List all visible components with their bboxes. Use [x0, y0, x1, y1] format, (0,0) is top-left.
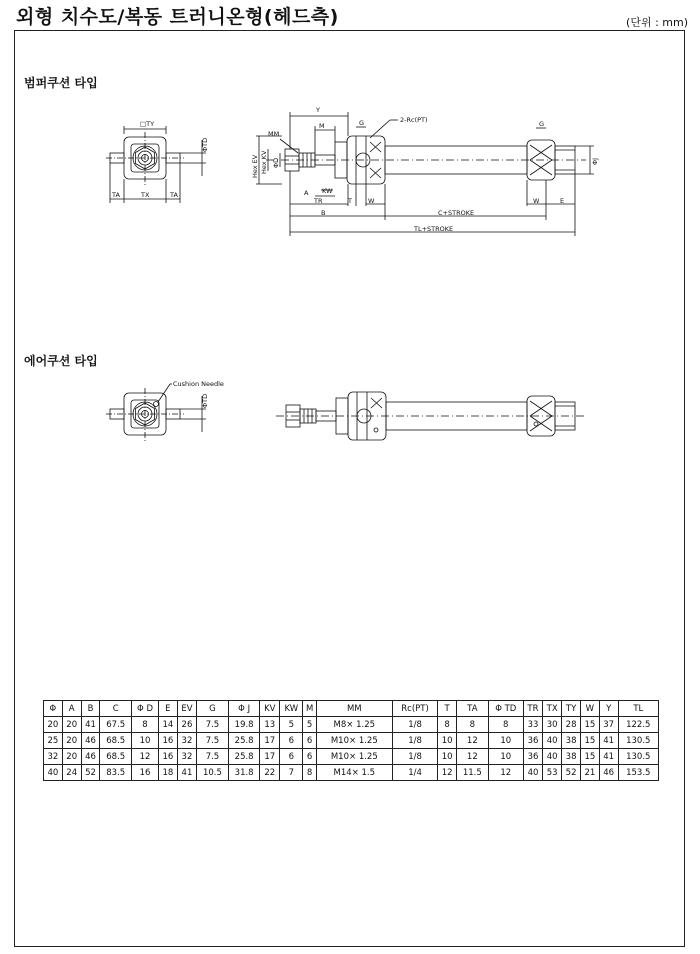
table-cell: 10 [488, 749, 523, 765]
label-g1: G [359, 119, 365, 127]
column-header: M [303, 701, 316, 717]
table-cell: 68.5 [100, 749, 132, 765]
label-air-td: ΦTD [201, 393, 209, 408]
table-row [44, 749, 659, 765]
column-header: TR [523, 701, 542, 717]
table-cell: 8 [438, 717, 457, 733]
bumper-heading: 범퍼쿠션 타입 [24, 76, 98, 90]
table-header-row [44, 701, 659, 717]
column-header: C [100, 701, 132, 717]
table-cell: 25.8 [228, 733, 260, 749]
table-cell: 7 [280, 765, 303, 781]
table-cell: 22 [260, 765, 280, 781]
label-ty: □TY [140, 120, 155, 128]
table-cell: 28 [562, 717, 581, 733]
label-j: ΦJ [591, 157, 599, 165]
table-cell: 12 [488, 765, 523, 781]
column-header: Φ D [132, 701, 159, 717]
table-cell: 21 [580, 765, 599, 781]
table-cell: 10 [438, 733, 457, 749]
table-cell: 8 [132, 717, 159, 733]
table-body [44, 717, 659, 781]
label-d: ΦD [272, 157, 280, 168]
table-cell: 36 [523, 733, 542, 749]
column-header: A [62, 701, 81, 717]
table-cell: 17 [260, 749, 280, 765]
table-cell: 30 [543, 717, 562, 733]
label-a: A [304, 189, 309, 197]
column-header: TX [543, 701, 562, 717]
column-header: Y [599, 701, 618, 717]
column-header: Rc(PT) [392, 701, 437, 717]
table-cell: 36 [523, 749, 542, 765]
table-cell: 31.8 [228, 765, 260, 781]
table-cell: 7.5 [197, 717, 229, 733]
label-tl-stroke: TL+STROKE [414, 225, 454, 233]
label-mm: MM [268, 130, 280, 138]
column-header: TA [457, 701, 489, 717]
label-b: B [321, 209, 326, 217]
table-cell: 14 [158, 717, 177, 733]
column-header: KV [260, 701, 280, 717]
label-t: T [348, 197, 352, 205]
label-c-stroke: C+STROKE [438, 209, 475, 217]
table-cell: 32 [44, 749, 63, 765]
table-cell: 8 [303, 765, 316, 781]
table-cell: 122.5 [618, 717, 658, 733]
table-cell: 7.5 [197, 749, 229, 765]
table-cell: 1/4 [392, 765, 437, 781]
table-cell: 5 [280, 717, 303, 733]
table-cell: 32 [177, 733, 196, 749]
column-header: G [197, 701, 229, 717]
label-ta-right: TA [170, 191, 178, 199]
label-e: E [560, 197, 565, 205]
table-cell: 20 [62, 733, 81, 749]
table-cell: 12 [457, 733, 489, 749]
table-cell: 25 [44, 733, 63, 749]
column-header: E [158, 701, 177, 717]
column-header: B [81, 701, 100, 717]
dimension-table [43, 700, 659, 781]
table-cell: 33 [523, 717, 542, 733]
table-row [44, 733, 659, 749]
table-cell: 41 [599, 749, 618, 765]
table-cell: 10 [132, 733, 159, 749]
table-cell: 6 [280, 733, 303, 749]
table-cell: 46 [81, 749, 100, 765]
table-cell: 16 [158, 733, 177, 749]
column-header: W [580, 701, 599, 717]
label-tr: TR [314, 197, 323, 205]
table-cell: 8 [488, 717, 523, 733]
table-cell: 52 [562, 765, 581, 781]
table-cell: 6 [303, 733, 316, 749]
table-cell: 38 [562, 733, 581, 749]
table-cell: 130.5 [618, 733, 658, 749]
table-cell: M10× 1.25 [316, 749, 392, 765]
table-cell: 24 [62, 765, 81, 781]
air-front-view [106, 384, 206, 442]
table-cell: 83.5 [100, 765, 132, 781]
label-w2: W [533, 197, 540, 205]
table-cell: 1/8 [392, 717, 437, 733]
table-cell: 40 [543, 733, 562, 749]
table-cell: 37 [599, 717, 618, 733]
column-header: KW [280, 701, 303, 717]
label-m: M [319, 122, 325, 130]
table-cell: 20 [44, 717, 63, 733]
table-cell: 15 [580, 717, 599, 733]
column-header: EV [177, 701, 196, 717]
table-cell: 38 [562, 749, 581, 765]
bumper-front-view [106, 126, 206, 203]
table-cell: 12 [132, 749, 159, 765]
table-row [44, 717, 659, 733]
label-y: Y [316, 106, 320, 114]
bumper-side-view [256, 112, 594, 236]
table-cell: 1/8 [392, 733, 437, 749]
column-header: MM [316, 701, 392, 717]
table-cell: 25.8 [228, 749, 260, 765]
table-cell: 20 [62, 717, 81, 733]
table-cell: 40 [543, 749, 562, 765]
table-cell: 10 [438, 749, 457, 765]
air-heading: 에어쿠션 타입 [24, 354, 98, 368]
table-cell: 18 [158, 765, 177, 781]
label-w1: W [368, 197, 375, 205]
column-header: TY [562, 701, 581, 717]
table-cell: M8× 1.25 [316, 717, 392, 733]
label-kw: KW [322, 187, 333, 195]
table-cell: 26 [177, 717, 196, 733]
table-cell: M10× 1.25 [316, 733, 392, 749]
table-cell: 12 [438, 765, 457, 781]
label-hex-ev: Hex EV [251, 154, 259, 178]
air-side-view [276, 392, 586, 440]
column-header: TL [618, 701, 658, 717]
table-cell: 10 [488, 733, 523, 749]
table-cell: 10.5 [197, 765, 229, 781]
table-cell: 5 [303, 717, 316, 733]
table-cell: 53 [543, 765, 562, 781]
column-header: Φ [44, 701, 63, 717]
column-header: Φ J [228, 701, 260, 717]
table-cell: 13 [260, 717, 280, 733]
label-ta-left: TA [112, 191, 120, 199]
table-cell: 52 [81, 765, 100, 781]
table-cell: M14× 1.5 [316, 765, 392, 781]
table-cell: 6 [280, 749, 303, 765]
table-cell: 32 [177, 749, 196, 765]
table-cell: 130.5 [618, 749, 658, 765]
table-cell: 40 [523, 765, 542, 781]
label-rc: 2-Rc(PT) [400, 116, 428, 124]
table-cell: 12 [457, 749, 489, 765]
table-cell: 67.5 [100, 717, 132, 733]
table-cell: 15 [580, 749, 599, 765]
table-cell: 68.5 [100, 733, 132, 749]
label-td: ΦTD [201, 137, 209, 152]
table-cell: 41 [81, 717, 100, 733]
table-cell: 46 [599, 765, 618, 781]
table-cell: 153.5 [618, 765, 658, 781]
table-row [44, 765, 659, 781]
table-cell: 17 [260, 733, 280, 749]
table-cell: 46 [81, 733, 100, 749]
table-cell: 8 [457, 717, 489, 733]
table-cell: 19.8 [228, 717, 260, 733]
table-cell: 40 [44, 765, 63, 781]
label-g2: G [539, 120, 545, 128]
table-cell: 16 [132, 765, 159, 781]
table-cell: 11.5 [457, 765, 489, 781]
table-cell: 20 [62, 749, 81, 765]
label-tx: TX [141, 191, 150, 199]
unit-label: (단위 : mm) [626, 16, 688, 29]
table-cell: 16 [158, 749, 177, 765]
table-cell: 41 [599, 733, 618, 749]
page-title: 외형 치수도/복동 트러니온형(헤드측) [16, 6, 339, 28]
column-header: T [438, 701, 457, 717]
label-hex-kv: Hex KV [260, 150, 268, 174]
column-header: Φ TD [488, 701, 523, 717]
table-cell: 7.5 [197, 733, 229, 749]
table-cell: 15 [580, 733, 599, 749]
table-cell: 1/8 [392, 749, 437, 765]
label-cushion-needle: Cushion Needle [173, 380, 224, 388]
table-cell: 41 [177, 765, 196, 781]
table-cell: 6 [303, 749, 316, 765]
